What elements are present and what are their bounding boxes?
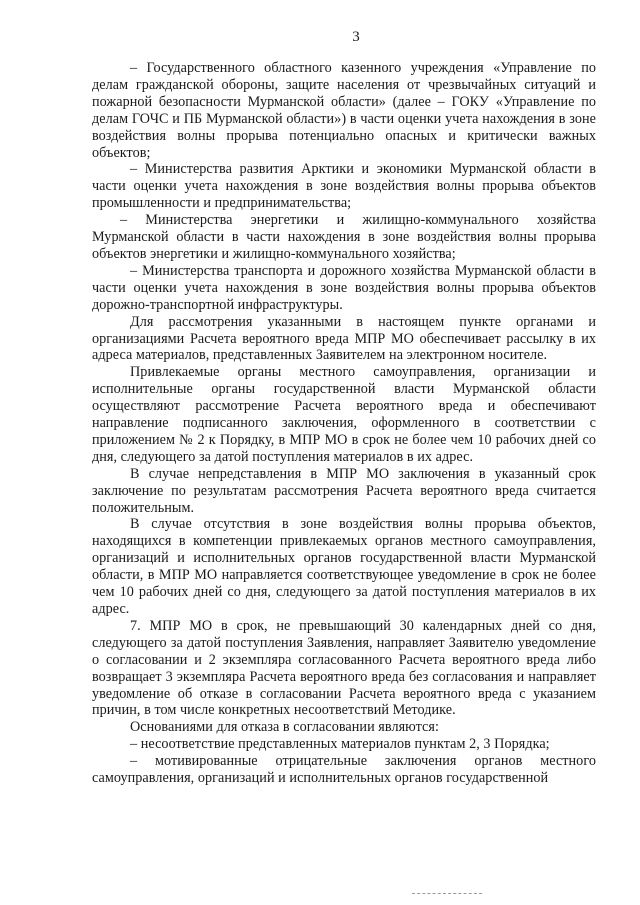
paragraph-distribution: Для рассмотрения указанными в настоящем пункте органами и организациями Расчета вероятного вреда МПР МО обеспечивает рассылку в их адреса материалов, представленных Заявителем на электронном носителе. xyxy=(92,313,596,364)
list-item-ministry-arctic: – Министерства развития Арктики и экономики Мурманской области в части оценки учета нахождения в зоне воздействия волны прорыва объектов промышленности и предпринимательства; xyxy=(92,161,596,212)
list-item-ministry-energy: – Министерства энергетики и жилищно-коммунального хозяйства Мурманской области в части нахождения в зоне воздействия волны прорыва объектов энергетики и жилищно-коммунального хозяйства; xyxy=(92,212,596,262)
list-item-negative-conclusions: – мотивированные отрицательные заключения органов местного самоуправления, организаций и исполнительных органов государственной xyxy=(92,753,596,787)
footer-divider xyxy=(412,893,482,895)
page-number: 3 xyxy=(352,29,360,45)
paragraph-refusal-grounds: Основаниями для отказа в согласовании являются: xyxy=(130,719,439,736)
paragraph-non-submission: В случае непредставления в МПР МО заключения в указанный срок заключение по результатам рассмотрения Расчета вероятного вреда считается положительным. xyxy=(92,465,596,516)
list-item-ministry-transport: – Министерства транспорта и дорожного хозяйства Мурманской области в части оценки учета нахождения в зоне воздействия волны прорыва объектов дорожно-транспортной инфраструктуры. xyxy=(92,262,596,313)
paragraph-absence: В случае отсутствия в зоне воздействия волны прорыва объектов, находящихся в компетенции привлекаемых органов местного самоуправления, организаций и исполнительных органов государственной власти Мурманской области, в МПР МО направляется соответствующее уведомление в срок не более чем 10 рабочих дней со дня, следующего за датой поступления материалов в их адрес. xyxy=(92,516,596,617)
list-item-nonconformity: – несоответствие представленных материалов пунктам 2, 3 Порядка; xyxy=(130,736,550,753)
paragraph-clause-7: 7. МПР МО в срок, не превышающий 30 календарных дней со дня, следующего за датой поступления Заявления, направляет Заявителю уведомление о согласовании и 2 экземпляра согласованного Расчета вероятного вреда либо возвращает 3 экземпляра Расчета вероятного вреда без согласования и направляет уведомление об отказе в согласовании Расчета вероятного вреда с указанием причин, в том числе конкретных несоответствий Методике. xyxy=(92,617,596,719)
list-item-gokuu: – Государственного областного казенного учреждения «Управление по делам гражданской обороны, защите населения от чрезвычайных ситуаций и пожарной безопасности Мурманской области» (далее – ГОКУ «Управление по делам ГОЧС и ПБ Мурманской области») в части оценки учета нахождения в зоне воздействия волны прорыва потенциально опасных и критически важных объектов; xyxy=(92,60,596,161)
document-page xyxy=(92,28,596,787)
paragraph-review: Привлекаемые органы местного самоуправления, организации и исполнительные органы государственной власти Мурманской области осуществляют рассмотрение Расчета вероятного вреда и обеспечивают направление подписанного заключения, оформленного в соответствии с приложением № 2 к Порядку, в МПР МО в срок не более чем 10 рабочих дней со дня, следующего за датой поступления материалов в их адрес. xyxy=(92,364,596,465)
